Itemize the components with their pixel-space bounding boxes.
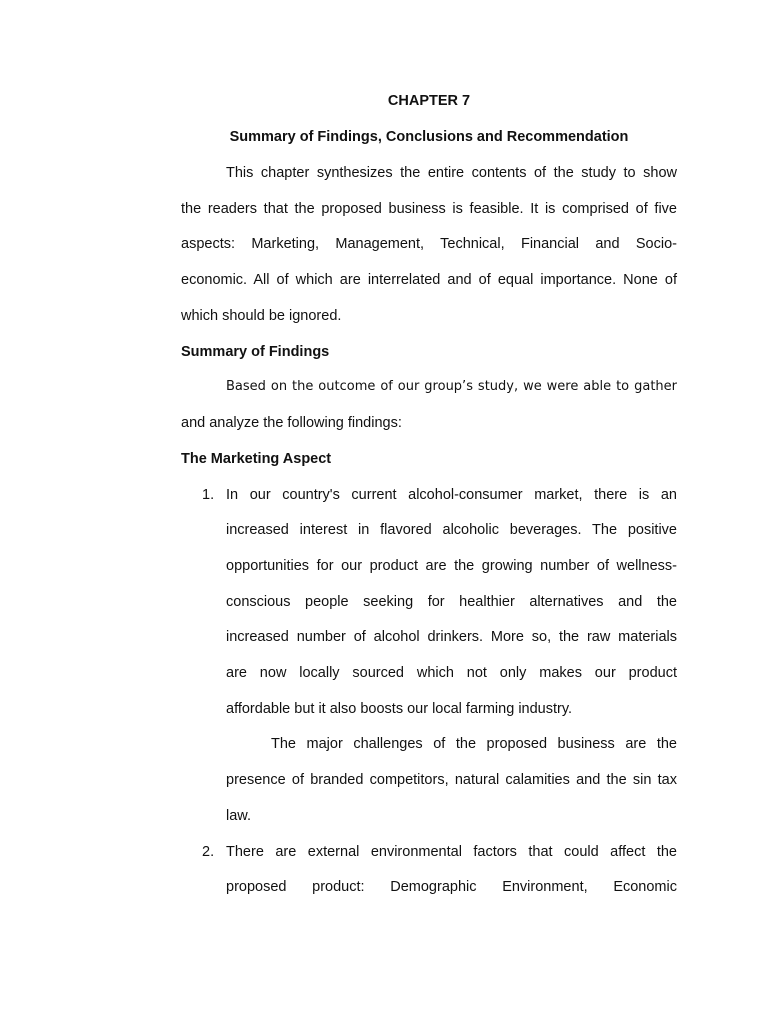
- intro-line: which should be ignored.: [181, 308, 342, 324]
- summary-heading: Summary of Findings: [181, 344, 330, 360]
- list-item-line: conscious people seeking for healthier alternatives and the: [226, 594, 677, 610]
- marketing-heading: The Marketing Aspect: [181, 451, 332, 467]
- intro-line: the readers that the proposed business is feasible. It is comprised of five: [181, 201, 677, 217]
- list-item-line: law.: [226, 808, 251, 824]
- intro-line: This chapter synthesizes the entire contents of the study to show: [226, 165, 677, 181]
- list-item-line: The major challenges of the proposed business are the: [271, 736, 677, 752]
- list-item-line: There are external environmental factors that could affect the: [226, 844, 677, 860]
- list-item-line: presence of branded competitors, natural calamities and the sin tax: [226, 772, 677, 788]
- list-item-line: are now locally sourced which not only makes our product: [226, 665, 677, 681]
- summary-line: Based on the outcome of our group’s study, we were able to gather: [226, 379, 677, 394]
- chapter-subtitle: Summary of Findings, Conclusions and Recommendation: [229, 129, 629, 145]
- list-item-number: 2.: [202, 844, 215, 860]
- intro-line: aspects: Marketing, Management, Technical, Financial and Socio-: [181, 236, 677, 252]
- list-item-line: increased interest in flavored alcoholic beverages. The positive: [226, 522, 677, 538]
- list-item-number: 1.: [202, 487, 215, 503]
- summary-line: and analyze the following findings:: [181, 415, 402, 431]
- intro-line: economic. All of which are interrelated and of equal importance. None of: [181, 272, 677, 288]
- list-item-line: opportunities for our product are the growing number of wellness-: [226, 558, 677, 574]
- list-item-line: proposed product: Demographic Environment, Economic: [226, 879, 677, 895]
- list-item-line: In our country's current alcohol-consumer market, there is an: [226, 487, 677, 503]
- chapter-label: CHAPTER 7: [387, 93, 471, 109]
- list-item-line: affordable but it also boosts our local farming industry.: [226, 701, 573, 717]
- list-item-line: increased number of alcohol drinkers. More so, the raw materials: [226, 629, 677, 645]
